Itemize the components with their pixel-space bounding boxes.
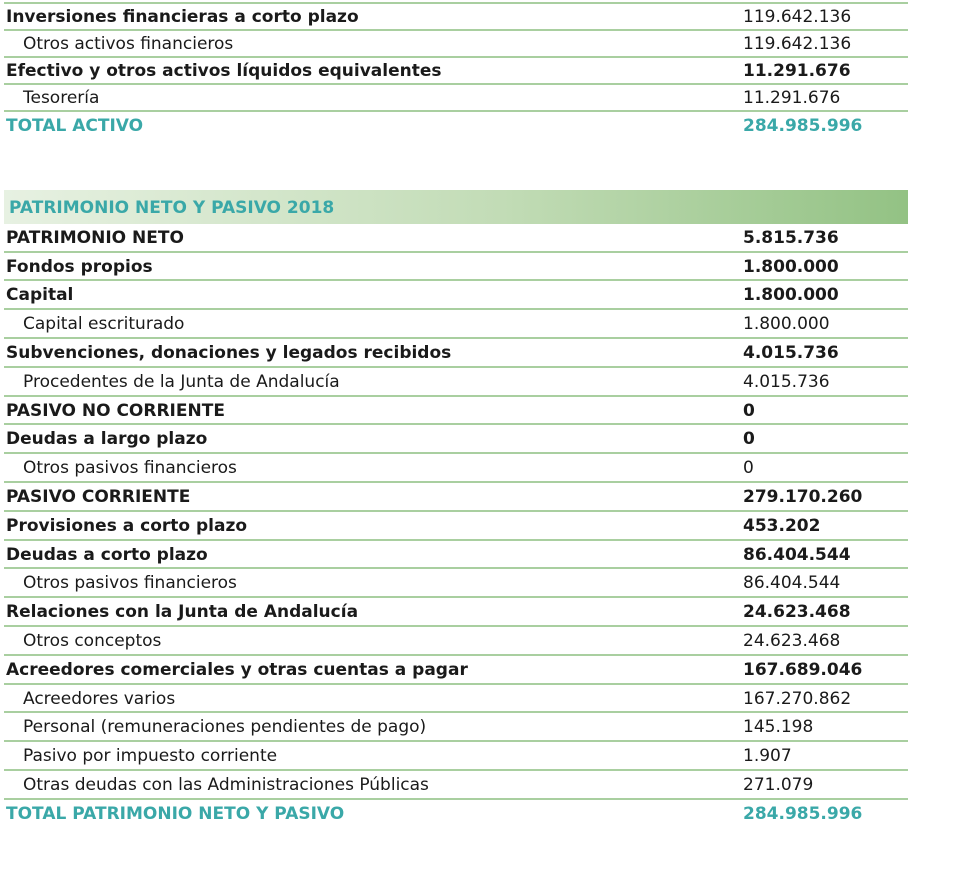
table-row xyxy=(4,224,908,253)
table-row xyxy=(4,339,908,368)
row-value: 279.170.260 xyxy=(743,487,863,507)
row-label: Procedentes de la Junta de Andalucía xyxy=(23,372,340,392)
row-label: Deudas a corto plazo xyxy=(6,545,208,565)
table-row xyxy=(4,742,908,771)
section-header xyxy=(4,190,908,224)
table-row xyxy=(4,253,908,281)
row-label: Provisiones a corto plazo xyxy=(6,516,248,536)
row-label: Subvenciones, donaciones y legados recibidos xyxy=(6,343,452,363)
row-value: 145.198 xyxy=(743,717,814,737)
table-row xyxy=(4,483,908,512)
table-row xyxy=(4,512,908,541)
table-row xyxy=(4,281,908,310)
row-label: Inversiones financieras a corto plazo xyxy=(6,7,359,27)
total-value: 284.985.996 xyxy=(743,116,863,136)
table-row xyxy=(4,397,908,425)
row-label: PASIVO NO CORRIENTE xyxy=(6,401,225,421)
row-label: Acreedores comerciales y otras cuentas a pagar xyxy=(6,660,468,680)
activo-table xyxy=(4,2,908,141)
row-label: Tesorería xyxy=(23,88,100,108)
total-label: TOTAL ACTIVO xyxy=(6,116,144,136)
row-value: 86.404.544 xyxy=(743,545,851,565)
row-label: Otras deudas con las Administraciones Públicas xyxy=(23,775,429,795)
row-value: 167.270.862 xyxy=(743,689,852,709)
table-row xyxy=(4,598,908,627)
row-value: 11.291.676 xyxy=(743,61,851,81)
row-value: 453.202 xyxy=(743,516,821,536)
row-value: 119.642.136 xyxy=(743,7,852,27)
total-label: TOTAL PATRIMONIO NETO Y PASIVO xyxy=(6,804,345,824)
pasivo-table xyxy=(4,224,908,829)
row-label: Acreedores varios xyxy=(23,689,176,709)
table-row xyxy=(4,685,908,713)
row-value: 1.800.000 xyxy=(743,314,830,334)
row-value: 119.642.136 xyxy=(743,34,852,54)
row-value: 5.815.736 xyxy=(743,228,839,248)
table-row xyxy=(4,310,908,339)
row-value: 167.689.046 xyxy=(743,660,863,680)
table-row xyxy=(4,541,908,569)
row-label: Otros conceptos xyxy=(23,631,162,651)
total-activo-row xyxy=(4,112,908,141)
row-value: 24.623.468 xyxy=(743,602,851,622)
row-label: Deudas a largo plazo xyxy=(6,429,208,449)
row-value: 0 xyxy=(743,458,754,478)
row-label: PATRIMONIO NETO xyxy=(6,228,184,248)
table-row xyxy=(4,425,908,454)
row-label: Otros pasivos financieros xyxy=(23,573,237,593)
row-label: Pasivo por impuesto corriente xyxy=(23,746,278,766)
table-row xyxy=(4,713,908,742)
row-value: 1.800.000 xyxy=(743,257,839,277)
row-label: Otros pasivos financieros xyxy=(23,458,237,478)
table-row xyxy=(4,58,908,85)
row-label: Relaciones con la Junta de Andalucía xyxy=(6,602,359,622)
row-value: 11.291.676 xyxy=(743,88,841,108)
total-pasivo-row xyxy=(4,800,908,829)
row-label: Otros activos financieros xyxy=(23,34,234,54)
row-label: Capital xyxy=(6,285,74,305)
row-value: 1.907 xyxy=(743,746,792,766)
row-value: 4.015.736 xyxy=(743,372,830,392)
row-value: 0 xyxy=(743,429,755,449)
row-value: 0 xyxy=(743,401,755,421)
row-value: 24.623.468 xyxy=(743,631,841,651)
table-row xyxy=(4,368,908,397)
table-row xyxy=(4,569,908,598)
row-value: 86.404.544 xyxy=(743,573,841,593)
row-value: 271.079 xyxy=(743,775,814,795)
row-value: 1.800.000 xyxy=(743,285,839,305)
table-row xyxy=(4,771,908,800)
total-value: 284.985.996 xyxy=(743,804,863,824)
row-label: Personal (remuneraciones pendientes de pago) xyxy=(23,717,427,737)
section-header-title: PATRIMONIO NETO Y PASIVO 2018 xyxy=(9,198,335,218)
row-label: Efectivo y otros activos líquidos equivalentes xyxy=(6,61,442,81)
table-row xyxy=(4,454,908,483)
table-row xyxy=(4,4,908,31)
table-row xyxy=(4,31,908,58)
row-label: PASIVO CORRIENTE xyxy=(6,487,191,507)
table-row xyxy=(4,656,908,685)
table-row xyxy=(4,627,908,656)
row-label: Capital escriturado xyxy=(23,314,185,334)
row-value: 4.015.736 xyxy=(743,343,839,363)
row-label: Fondos propios xyxy=(6,257,153,277)
table-row xyxy=(4,85,908,112)
